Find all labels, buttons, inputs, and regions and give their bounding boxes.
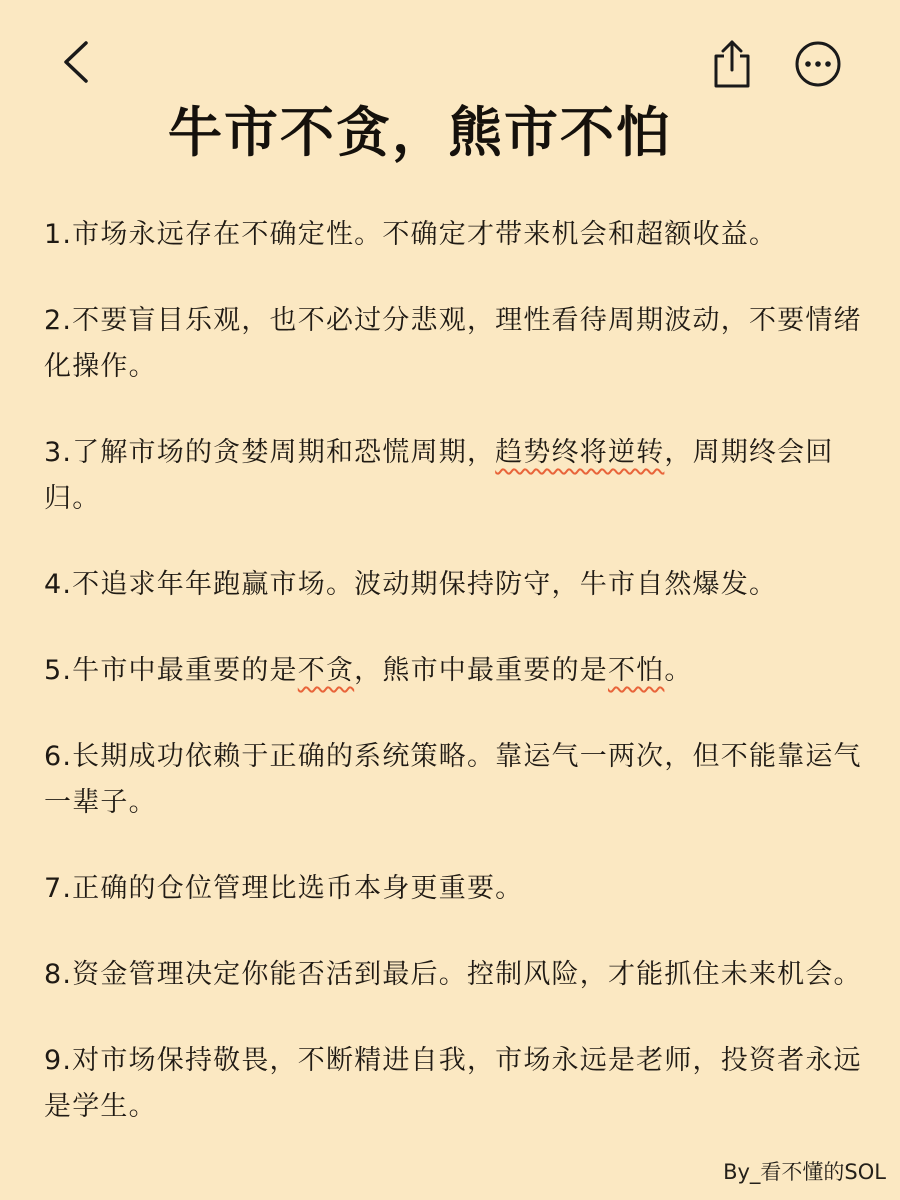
share-button[interactable] bbox=[702, 34, 762, 94]
list-item: 3.了解市场的贪婪周期和恐慌周期，趋势终将逆转，周期终会回归。 bbox=[44, 437, 834, 514]
article-body bbox=[44, 212, 864, 1170]
list-item: 4.不追求年年跑赢市场。波动期保持防守，牛市自然爆发。 bbox=[44, 569, 778, 600]
highlight-not-afraid: 不怕 bbox=[607, 655, 665, 686]
back-button[interactable] bbox=[48, 34, 104, 90]
list-item: 8.资金管理决定你能否活到最后。控制风险，才能抓住未来机会。 bbox=[44, 959, 862, 990]
list-item: 6.长期成功依赖于正确的系统策略。靠运气一两次，但不能靠运气一辈子。 bbox=[44, 741, 862, 818]
list-item: 2.不要盲目乐观，也不必过分悲观，理性看待周期波动，不要情绪化操作。 bbox=[44, 305, 862, 382]
page-title: 牛市不贪，熊市不怕 bbox=[168, 100, 672, 164]
highlight-not-greedy: 不贪 bbox=[297, 655, 355, 686]
share-upload-icon bbox=[710, 38, 754, 90]
more-dots-icon bbox=[793, 39, 843, 89]
list-item: 1.市场永远存在不确定性。不确定才带来机会和超额收益。 bbox=[44, 219, 778, 250]
highlight-trend-reversal: 趋势终将逆转 bbox=[495, 437, 665, 468]
list-item: 9.对市场保持敬畏，不断精进自我，市场永远是老师，投资者永远是学生。 bbox=[44, 1045, 862, 1122]
chevron-left-icon bbox=[58, 39, 94, 85]
author-watermark: By_看不懂的SOL bbox=[723, 1160, 886, 1184]
more-options-button[interactable] bbox=[788, 34, 848, 94]
list-item: 7.正确的仓位管理比选币本身更重要。 bbox=[44, 873, 524, 904]
list-item: 5.牛市中最重要的是不贪，熊市中最重要的是不怕。 bbox=[44, 655, 693, 686]
